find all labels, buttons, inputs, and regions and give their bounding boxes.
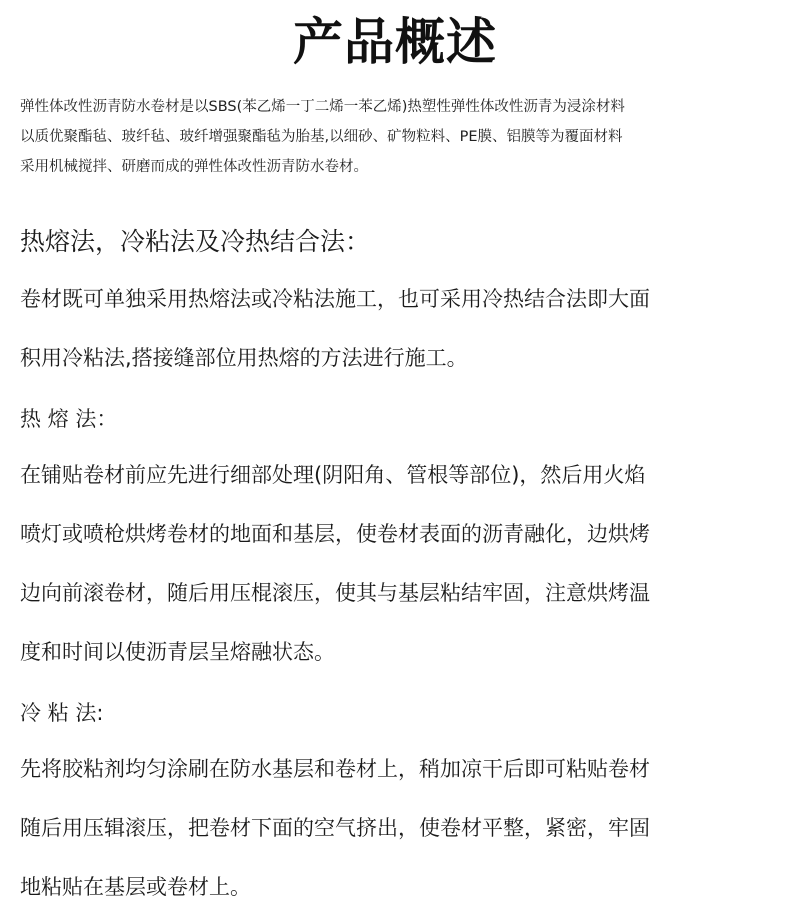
hot-melt-label: 热 熔 法： [20,407,118,431]
intro-paragraph [20,92,780,182]
paragraph-line: 边向前滚卷材，随后用压棍滚压，使其与基层粘结牢固，注意烘烤温 [20,581,650,605]
paragraph-line: 积用冷粘法,搭接缝部位用热熔的方法进行施工。 [20,346,468,370]
paragraph-line: 喷灯或喷枪烘烤卷材的地面和基层，使卷材表面的沥青融化，边烘烤 [20,522,650,546]
page-title: 产品概述 [293,13,497,71]
paragraph-line: 在铺贴卷材前应先进行细部处理(阴阳角、管根等部位)，然后用火焰 [20,463,646,487]
paragraph-line: 随后用压辑滚压，把卷材下面的空气挤出，使卷材平整，紧密，牢固 [20,816,650,840]
paragraph-line: 先将胶粘剂均匀涂刷在防水基层和卷材上，稍加凉干后即可粘贴卷材 [20,757,650,781]
paragraph-line: 卷材既可单独采用热熔法或冷粘法施工，也可采用冷热结合法即大面 [20,287,650,311]
section-heading: 热熔法，冷粘法及冷热结合法： [20,227,371,256]
paragraph-line: 度和时间以使沥青层呈熔融状态。 [20,640,335,664]
intro-line: 以质优聚酯毡、玻纤毡、玻纤增强聚酯毡为胎基,以细砂、矿物粒料、PE膜、铝膜等为覆面材料 [20,129,623,145]
general-method-paragraph [20,270,780,388]
intro-line: 弹性体改性沥青防水卷材是以SBS(苯乙烯一丁二烯一苯乙烯)热塑性弹性体改性沥青为浸涂材料 [20,99,625,115]
paragraph-line: 地粘贴在基层或卷材上。 [20,875,251,899]
cold-bond-paragraph [20,740,780,917]
cold-bond-label: 冷 粘 法: [20,701,104,725]
hot-melt-paragraph [20,446,780,682]
intro-line: 采用机械搅拌、研磨而成的弹性体改性沥青防水卷材。 [20,159,368,175]
